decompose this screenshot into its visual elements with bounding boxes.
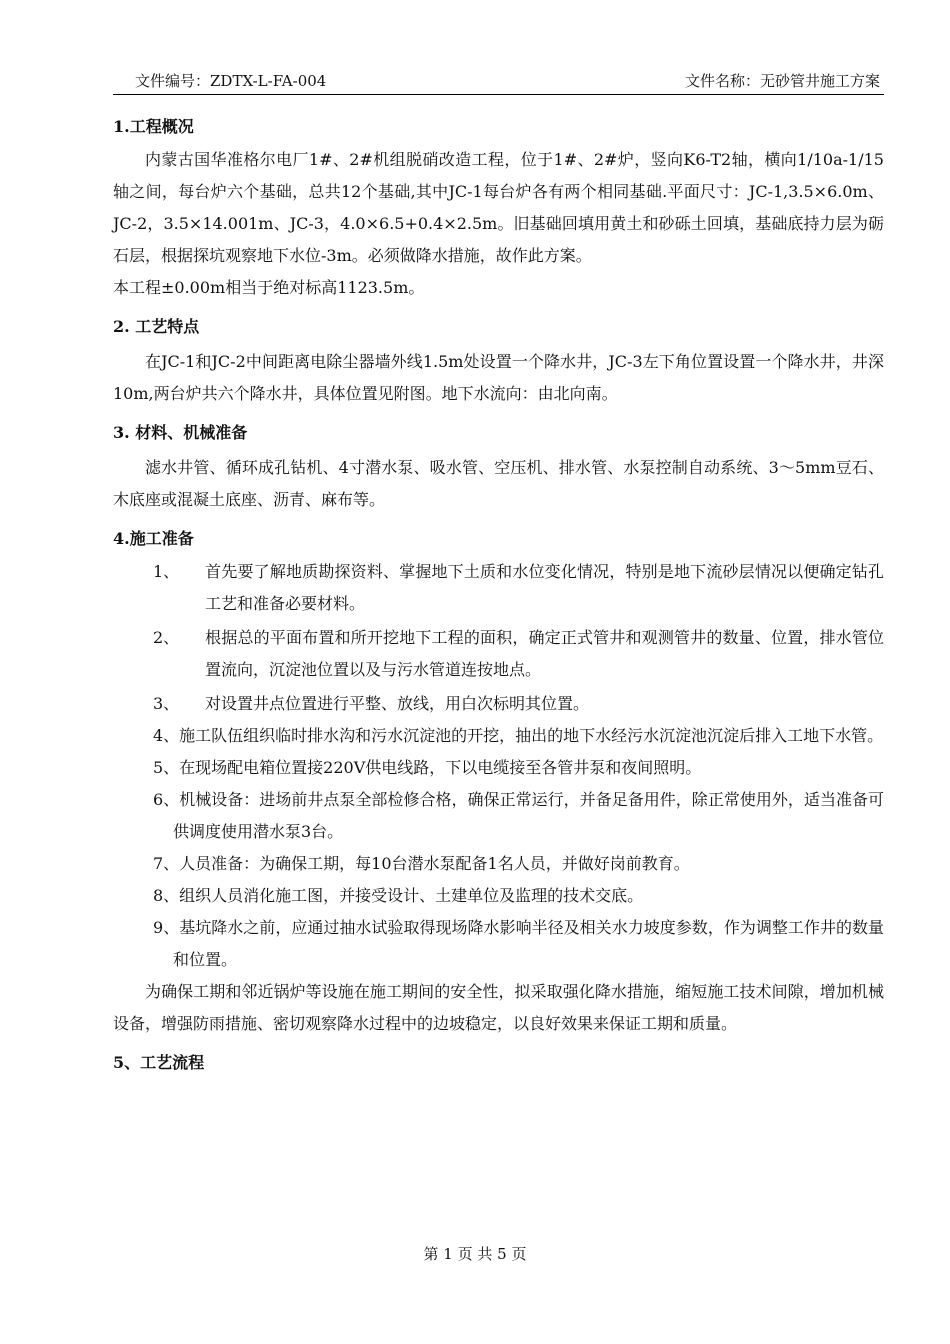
list-item-text: 首先要了解地质勘探资料、掌握地下土质和水位变化情况，特别是地下流砂层情况以便确定钻孔工艺和准备必要材料。 bbox=[205, 562, 884, 613]
list-item-text: 根据总的平面布置和所开挖地下工程的面积，确定正式管井和观测管井的数量、位置，排水管位置流向，沉淀池位置以及与污水管道连按地点。 bbox=[205, 628, 884, 679]
list-item-number: 3、 bbox=[153, 694, 180, 713]
section-1-elevation-note: 本工程±0.00m相当于绝对标高1123.5m。 bbox=[113, 278, 425, 297]
page-header bbox=[113, 68, 884, 95]
list-item: 6、机械设备：进场前井点泵全部检修合格，确保正常运行，并备足备用件，除正常使用外，适当准备可供调度使用潜水泵3台。 bbox=[153, 790, 884, 841]
list-item: 4、施工队伍组织临时排水沟和污水沉淀池的开挖，抽出的地下水经污水沉淀池沉淀后排入工地下水管。 bbox=[153, 726, 884, 745]
list-item-number: 2、 bbox=[153, 628, 180, 647]
list-item: 8、组织人员消化施工图，并接受设计、土建单位及监理的技术交底。 bbox=[153, 886, 644, 905]
section-1-paragraph: 内蒙古国华准格尔电厂1#、2#机组脱硝改造工程，位于1#、2#炉，竖向K6-T2轴，横向1/10a-1/15轴之间，每台炉六个基础，总共12个基础,其中JC-1每台炉各有两个相同基础.平面尺寸：JC-1,3.5×6.0m、JC-2，3.5×14.001m、JC-3，4.0×6.5+0.4×2.5m。旧基础回填用黄土和砂砾土回填，基础底持力层为砺石层，根据探坑观察地下水位-3m。必须做降水措施，故作此方案。 bbox=[113, 150, 884, 265]
section-3-title: 3. 材料、机械准备 bbox=[113, 423, 248, 442]
document-number: 文件编号：ZDTX-L-FA-004 bbox=[135, 72, 327, 90]
list-item: 5、在现场配电箱位置接220V供电线路，下以电缆接至各管井泵和夜间照明。 bbox=[153, 758, 702, 777]
list-item bbox=[113, 556, 884, 620]
page-number: 第 1 页 共 5 页 bbox=[423, 1245, 527, 1263]
list-item-text: 对设置井点位置进行平整、放线，用白次标明其位置。 bbox=[205, 694, 590, 713]
list-item: 9、基坑降水之前，应通过抽水试验取得现场降水影响半径及相关水力坡度参数，作为调整工作井的数量和位置。 bbox=[153, 918, 884, 969]
document-name: 文件名称：无砂管井施工方案 bbox=[684, 72, 880, 90]
list-item bbox=[113, 622, 884, 686]
document-body bbox=[113, 112, 884, 1078]
section-1-title: 1.工程概况 bbox=[113, 117, 194, 136]
section-4-closing-paragraph: 为确保工期和邻近锅炉等设施在施工期间的安全性，拟采取强化降水措施，缩短施工技术间隙，增加机械设备，增强防雨措施、密切观察降水过程中的边坡稳定，以良好效果来保证工期和质量。 bbox=[113, 982, 884, 1033]
section-3-paragraph: 滤水井管、循环成孔钻机、4寸潜水泵、吸水管、空压机、排水管、水泵控制自动系统、3～5mm豆石、木底座或混凝土底座、沥青、麻布等。 bbox=[113, 458, 884, 509]
list-item-number: 1、 bbox=[153, 562, 180, 581]
section-4-title: 4.施工准备 bbox=[113, 529, 194, 548]
section-2-title: 2. 工艺特点 bbox=[113, 317, 200, 336]
section-5-title: 5、工艺流程 bbox=[113, 1053, 205, 1072]
list-item bbox=[113, 688, 884, 720]
list-item: 7、人员准备：为确保工期，每10台潜水泵配备1名人员，并做好岗前教育。 bbox=[153, 854, 690, 873]
section-2-paragraph: 在JC-1和JC-2中间距离电除尘器墙外线1.5m处设置一个降水井，JC-3左下角位置设置一个降水井，井深10m,两台炉共六个降水井，具体位置见附图。地下水流向：由北向南。 bbox=[113, 352, 884, 403]
